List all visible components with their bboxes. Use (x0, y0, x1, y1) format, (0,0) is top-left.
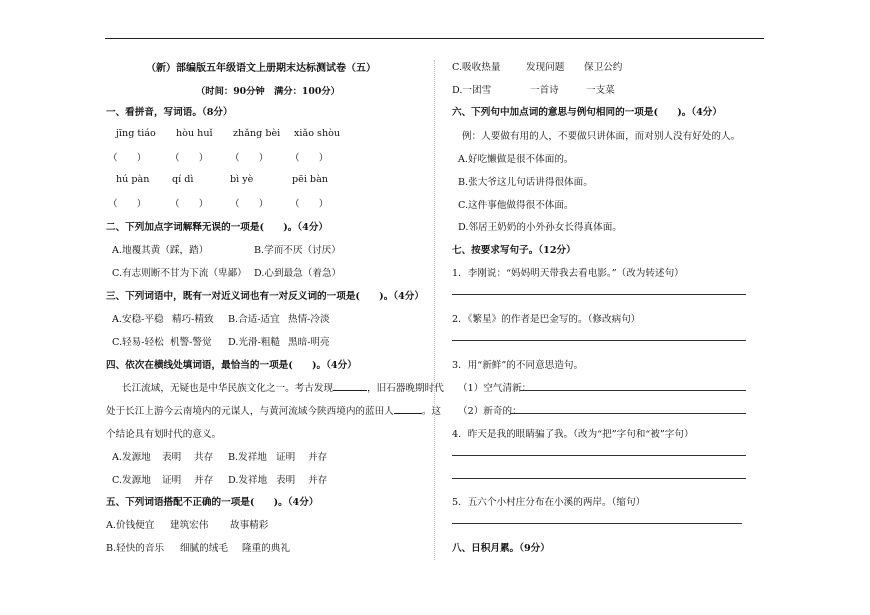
fill-blank[interactable] (333, 382, 367, 391)
answer-line[interactable] (452, 340, 746, 341)
q6-heading: 六、下列句中加点词的意思与例句相同的一项是( )。（4分） (452, 107, 722, 118)
q7-item-3: 3．用“新鲜”的不同意思造句。 (452, 360, 584, 371)
answer-box[interactable]: （ ） (230, 153, 269, 164)
q4-c3: 并存 (194, 475, 214, 486)
q4-passage-line2 (106, 403, 441, 417)
q4-d2: 表明 (276, 475, 296, 486)
q6-option-a: A.好吃懒做是很不体面的。 (458, 154, 574, 165)
q4-passage-line3: 个结论具有划时代的意义。 (106, 429, 222, 440)
answer-line[interactable] (520, 390, 746, 391)
q7-heading: 七、按要求写句子。（12分） (452, 245, 576, 256)
q5-c3: 保卫公约 (584, 62, 623, 73)
q4-d3: 并存 (308, 475, 328, 486)
answer-box[interactable]: （ ） (290, 199, 329, 210)
q4-text: 处于长江上游今云南境内的元谋人，与黄河流域今陕西境内的蓝田人 (106, 406, 394, 417)
q7-item-2: 2．《繁星》的作者是巴金写的。（修改病句） (452, 314, 641, 325)
q3-d2: 黑暗-明亮 (288, 337, 330, 348)
answer-box[interactable]: （ ） (108, 153, 147, 164)
q5-b3: 隆重的典礼 (242, 543, 290, 554)
q4-a2: 表明 (162, 452, 182, 463)
q2-option-b: B.学而不厌（讨厌） (254, 245, 341, 256)
pinyin-5: hú pàn (116, 174, 150, 185)
q4-a1: A.发源地 (112, 452, 151, 463)
q3-heading: 三、下列词语中，既有一对近义词也有一对反义词的一项是( )。（4分） (106, 291, 424, 302)
fill-blank[interactable] (394, 405, 422, 414)
q5-a2: 建筑宏伟 (170, 520, 209, 531)
answer-line[interactable] (452, 455, 746, 456)
q4-b1: B.发祥地 (228, 452, 267, 463)
q2-option-c: C.有志则断不甘为下流（卑鄙） (112, 268, 247, 279)
q3-c1: C.轻易-轻松 (112, 337, 164, 348)
answer-line[interactable] (452, 294, 746, 295)
q4-b3: 并存 (308, 452, 328, 463)
answer-box[interactable]: （ ） (170, 153, 209, 164)
q3-c2: 机警-警觉 (170, 337, 212, 348)
answer-line[interactable] (452, 523, 742, 524)
pinyin-8: pēi bàn (292, 174, 328, 185)
pinyin-6: qí dì (172, 174, 194, 185)
q3-b2: 热情-冷淡 (288, 314, 330, 325)
q5-b2: 细腻的绒毛 (180, 543, 228, 554)
q7-item-5: 5．五六个小村庄分布在小溪的两岸。（缩句） (452, 497, 646, 508)
column-divider (434, 60, 435, 560)
q7-item-3b: （2）新奇的： (458, 406, 522, 417)
q6-option-c: C.这件事他做得很不体面。 (458, 200, 574, 211)
pinyin-2: hòu huǐ (176, 128, 213, 139)
q4-passage-line1 (122, 380, 444, 394)
page-title: （新）部编版五年级语文上册期末达标测试卷（五） (146, 63, 376, 74)
q3-a1: A.安稳-平稳 (112, 314, 164, 325)
q1-heading: 一、看拼音，写词语。（8分） (106, 107, 233, 118)
q7-item-1: 1．李刚说：“妈妈明天带我去看电影。”（改为转述句） (452, 268, 684, 279)
pinyin-3: zhǎng bèi (233, 128, 281, 139)
q5-c2: 发现问题 (526, 62, 565, 73)
q6-option-b: B.张大爷这儿句话讲得很体面。 (458, 177, 593, 188)
q5-c1: C.吸收热量 (452, 62, 501, 73)
q5-d1: D.一团雪 (452, 85, 492, 96)
q5-a3: 故事精彩 (230, 520, 269, 531)
q4-a3: 共存 (194, 452, 214, 463)
q4-c1: C.发源地 (112, 475, 151, 486)
q5-d2: 一首诗 (530, 85, 559, 96)
q2-option-d: D.心到最急（着急） (254, 268, 342, 279)
pinyin-7: bì yè (230, 174, 254, 185)
page-subtitle: （时间：90分钟 满分：100分） (196, 86, 340, 97)
q5-a1: A.价钱便宜 (106, 520, 155, 531)
answer-box[interactable]: （ ） (290, 153, 329, 164)
q4-d1: D.发祥地 (228, 475, 268, 486)
answer-line[interactable] (452, 478, 746, 479)
top-rule (105, 38, 764, 39)
q4-b2: 证明 (276, 452, 296, 463)
q2-option-a: A.地覆其黄（踩，踏） (112, 245, 209, 256)
q3-a2: 精巧-精致 (172, 314, 214, 325)
answer-box[interactable]: （ ） (230, 199, 269, 210)
q4-c2: 证明 (162, 475, 182, 486)
q7-item-4: 4．昨天是我的眼睛骗了我。（改为“把”字句和“被”字句） (452, 429, 694, 440)
q4-text: 。这 (421, 406, 441, 417)
answer-box[interactable]: （ ） (108, 199, 147, 210)
answer-line[interactable] (510, 413, 746, 414)
pinyin-4: xiǎo shòu (294, 128, 341, 139)
q5-heading: 五、下列词语搭配不正确的一项是( )。（4分） (106, 497, 319, 508)
q6-option-d: D.邻居王奶奶的小外孙女长得真体面。 (458, 222, 622, 233)
q4-heading: 四、依次在横线处填词语，最恰当的一项是( )。（4分） (106, 360, 357, 371)
q6-example: 例：人要做有用的人，不要做只讲体面，而对别人没有好处的人。 (462, 131, 741, 142)
q7-item-3a: （1）空气清新： (458, 383, 532, 394)
q5-d3: 一支菜 (586, 85, 615, 96)
answer-box[interactable]: （ ） (170, 199, 209, 210)
q3-d1: D.光滑-粗糙 (228, 337, 281, 348)
q2-heading: 二、下列加点字词解释无误的一项是( )。（4分） (106, 222, 329, 233)
pinyin-1: jīng tiáo (116, 128, 156, 139)
q4-text: 长江流域，无疑也是中华民族文化之一。考古发现 (122, 383, 334, 394)
q3-b1: B.合适-适宜 (228, 314, 280, 325)
q5-b1: B.轻快的音乐 (106, 543, 165, 554)
q8-heading: 八、日积月累。（9分） (452, 543, 550, 554)
q4-text: ，旧石器晚期时代 (367, 383, 444, 394)
